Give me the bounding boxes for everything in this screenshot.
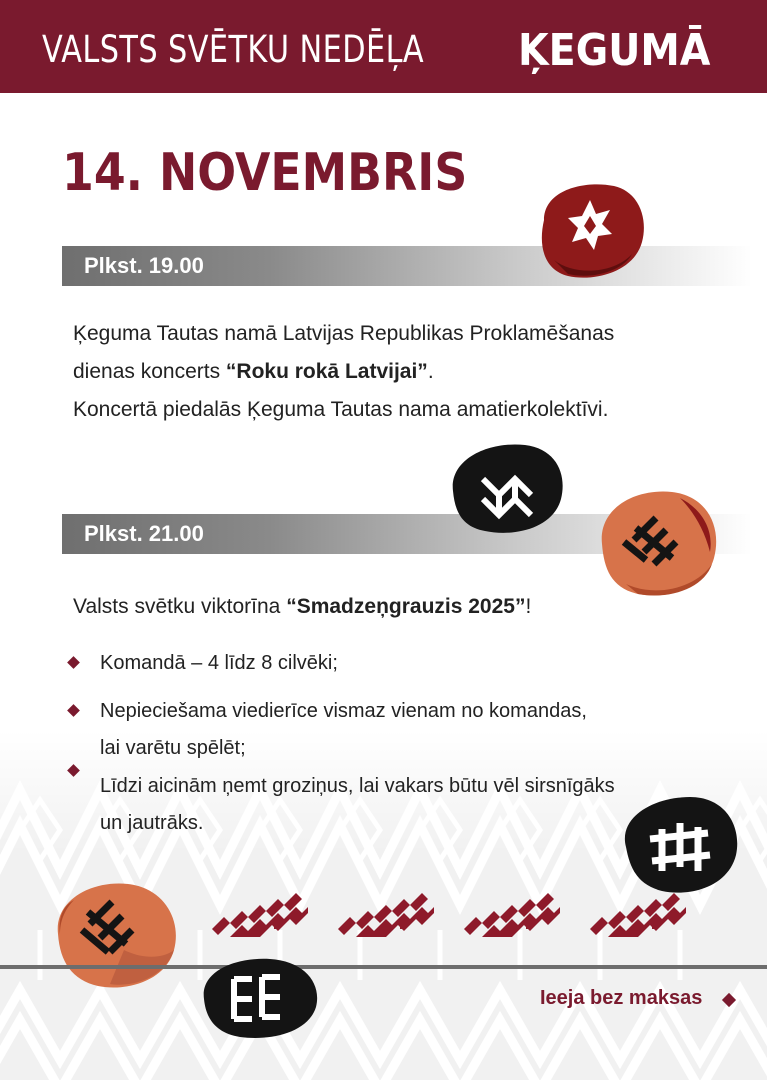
orange-stone-icon <box>596 488 722 600</box>
event1-concert-name: “Roku rokā Latvijai” <box>225 360 428 383</box>
event1-time: Plkst. 19.00 <box>84 253 204 278</box>
event2-time: Plkst. 21.00 <box>84 521 204 546</box>
event1-line2-prefix: dienas koncerts <box>73 360 226 383</box>
header-location: ĶEGUMĀ <box>518 25 711 76</box>
ornament-band <box>212 893 692 943</box>
event1-line2 <box>73 360 434 384</box>
event2-bullet-2-cont: lai varētu spēlēt; <box>100 737 246 759</box>
event2-bullet-1: Komandā – 4 līdz 8 cilvēki; <box>100 652 338 674</box>
event2-bullet-2: Nepieciešama viedierīce vismaz vienam no komandas, <box>100 700 587 722</box>
red-stone-icon <box>534 180 648 282</box>
event1-line3: Koncertā piedalās Ķeguma Tautas nama amatierkolektīvi. <box>73 398 609 421</box>
event2-intro-prefix: Valsts svētku viktorīna <box>73 595 287 618</box>
event2-intro-suffix: ! <box>525 595 532 618</box>
black-stone-icon-2 <box>618 793 742 897</box>
time-bar-1 <box>62 246 752 286</box>
black-stone-icon <box>449 441 567 537</box>
date-title: 14. NOVEMBRIS <box>62 143 468 203</box>
orange-stone-icon-2 <box>54 880 182 992</box>
header-banner <box>0 0 767 93</box>
event2-bullet-3: Līdzi aicinām ņemt groziņus, lai vakars būtu vēl sirsnīgāks <box>100 775 615 797</box>
event1-line2-suffix: . <box>427 360 434 383</box>
header-title: VALSTS SVĒTKU NEDĒĻA <box>42 28 425 71</box>
bullet-diamond-icon <box>67 704 80 717</box>
event2-intro <box>73 595 531 619</box>
event2-quiz-name: “Smadzeņgrauzis 2025” <box>286 595 526 618</box>
bullet-diamond-icon <box>67 656 80 669</box>
black-stone-icon-3 <box>200 955 322 1041</box>
event1-line1: Ķeguma Tautas namā Latvijas Republikas Proklamēšanas <box>73 322 615 345</box>
event2-bullet-3-cont: un jautrāks. <box>100 812 204 834</box>
entry-free-text: Ieeja bez maksas <box>540 987 703 1009</box>
divider-line <box>0 965 767 969</box>
